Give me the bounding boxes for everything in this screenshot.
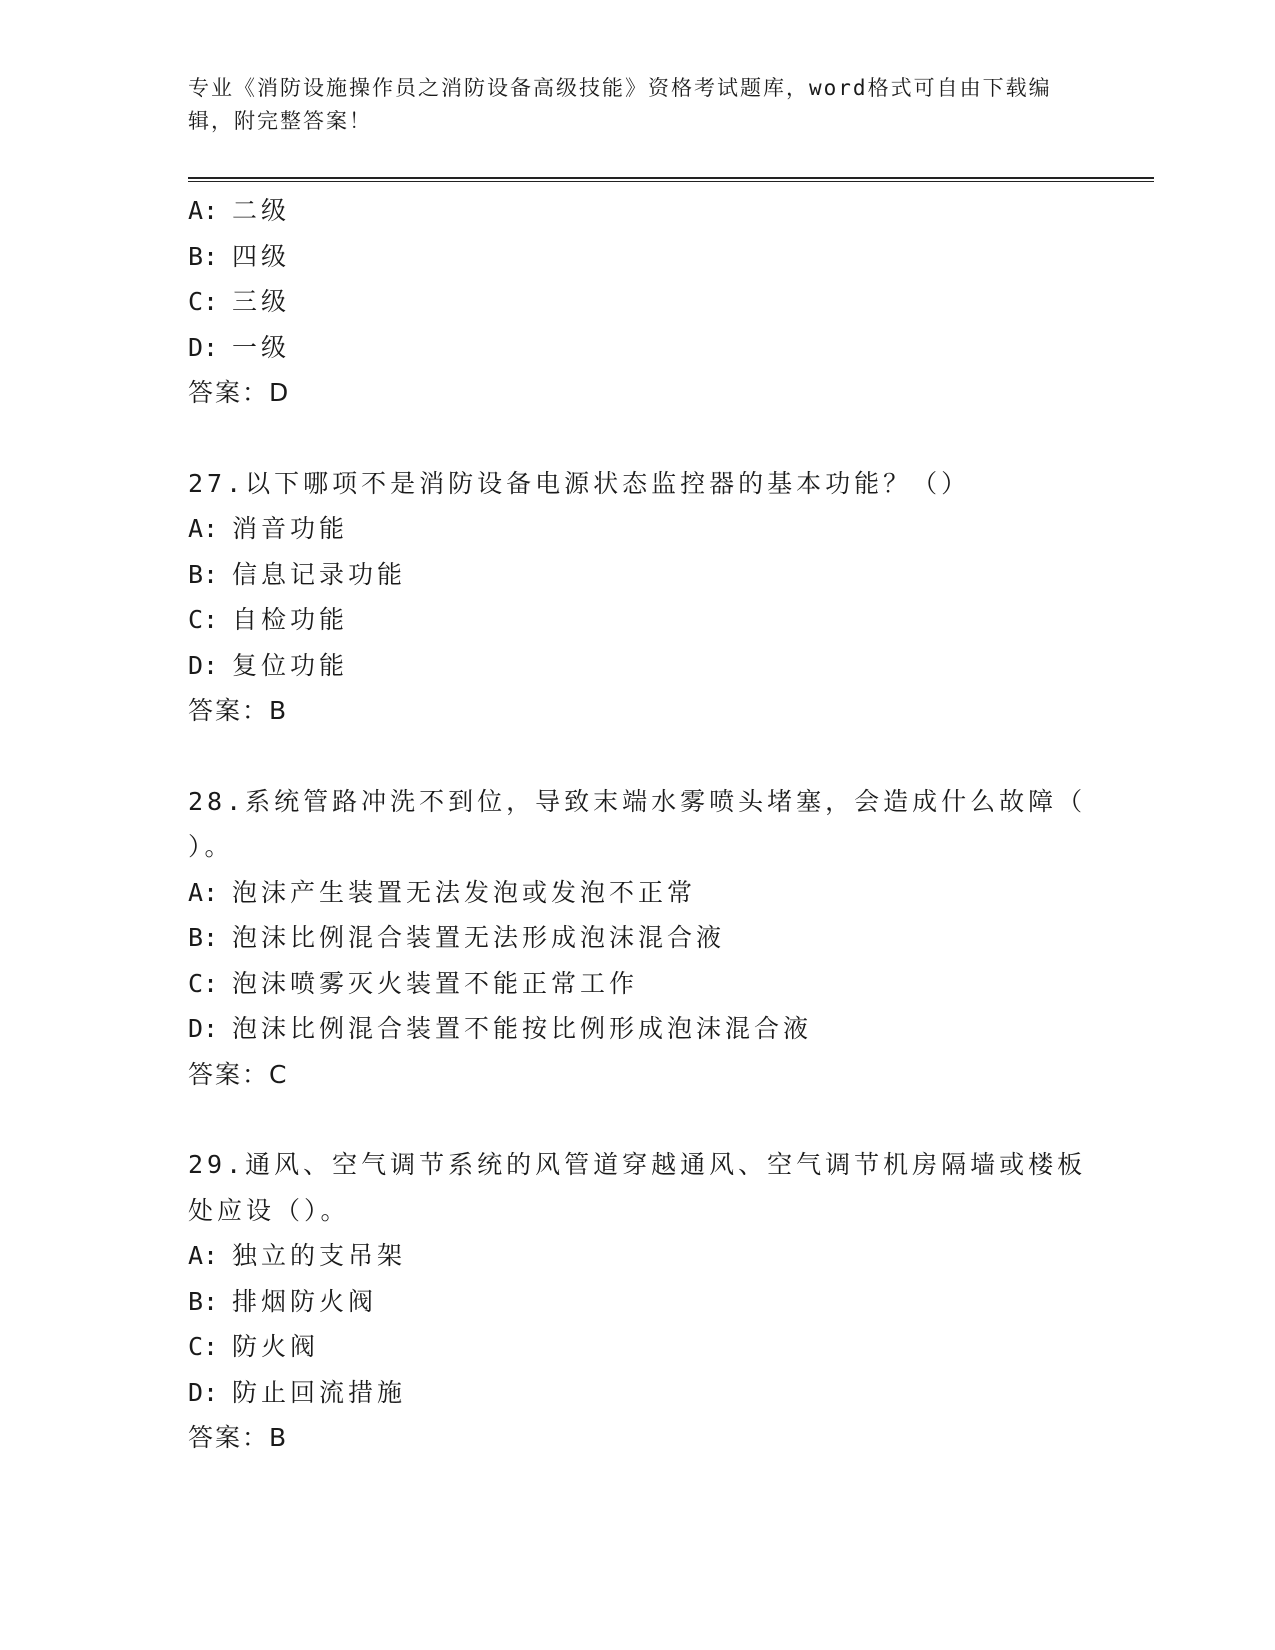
option-b: B: 泡沫比例混合装置无法形成泡沫混合液 <box>188 923 726 952</box>
page-header-text: 专业《消防设施操作员之消防设备高级技能》资格考试题库，word格式可自由下载编辑，附完整答案！ <box>188 76 1052 133</box>
question-27 <box>188 461 1154 734</box>
option-a: A: 泡沫产生装置无法发泡或发泡不正常 <box>188 877 697 907</box>
option-c: C: 防火阀 <box>188 1332 320 1361</box>
question-stem: 29.通风、空气调节系统的风管道穿越通风、空气调节机房隔墙或楼板 <box>188 1150 1087 1179</box>
option-d: D: 复位功能 <box>188 650 349 680</box>
answer-line: 答案：D <box>188 378 291 407</box>
option-a: A: 消音功能 <box>188 514 349 543</box>
header-divider <box>188 177 1154 182</box>
option-a: A: 二级 <box>188 196 291 225</box>
option-b: B: 排烟防火阀 <box>188 1286 378 1316</box>
option-d: D: 泡沫比例混合装置不能按比例形成泡沫混合液 <box>188 1014 813 1043</box>
question-stem-continued: 处应设（）。 <box>188 1195 350 1225</box>
option-d: D: 防止回流措施 <box>188 1377 407 1407</box>
question-stem: 27.以下哪项不是消防设备电源状态监控器的基本功能？（） <box>188 468 971 498</box>
answer-line: 答案：C <box>188 1059 289 1089</box>
question-29 <box>188 1142 1154 1461</box>
option-b: B: 四级 <box>188 241 291 271</box>
option-d: D: 一级 <box>188 332 291 362</box>
option-a: A: 独立的支吊架 <box>188 1241 407 1270</box>
partial-question <box>188 188 1154 416</box>
question-28 <box>188 779 1154 1098</box>
question-stem: 28.系统管路冲洗不到位，导致末端水雾喷头堵塞，会造成什么故障（ <box>188 786 1087 816</box>
question-list <box>188 188 1154 1461</box>
answer-line: 答案：B <box>188 696 289 725</box>
option-b: B: 信息记录功能 <box>188 559 407 589</box>
question-stem-continued: ）。 <box>188 832 234 861</box>
option-c: C: 泡沫喷雾灭火装置不能正常工作 <box>188 968 639 998</box>
option-c: C: 自检功能 <box>188 605 349 634</box>
answer-line: 答案：B <box>188 1423 289 1452</box>
option-c: C: 三级 <box>188 287 291 316</box>
